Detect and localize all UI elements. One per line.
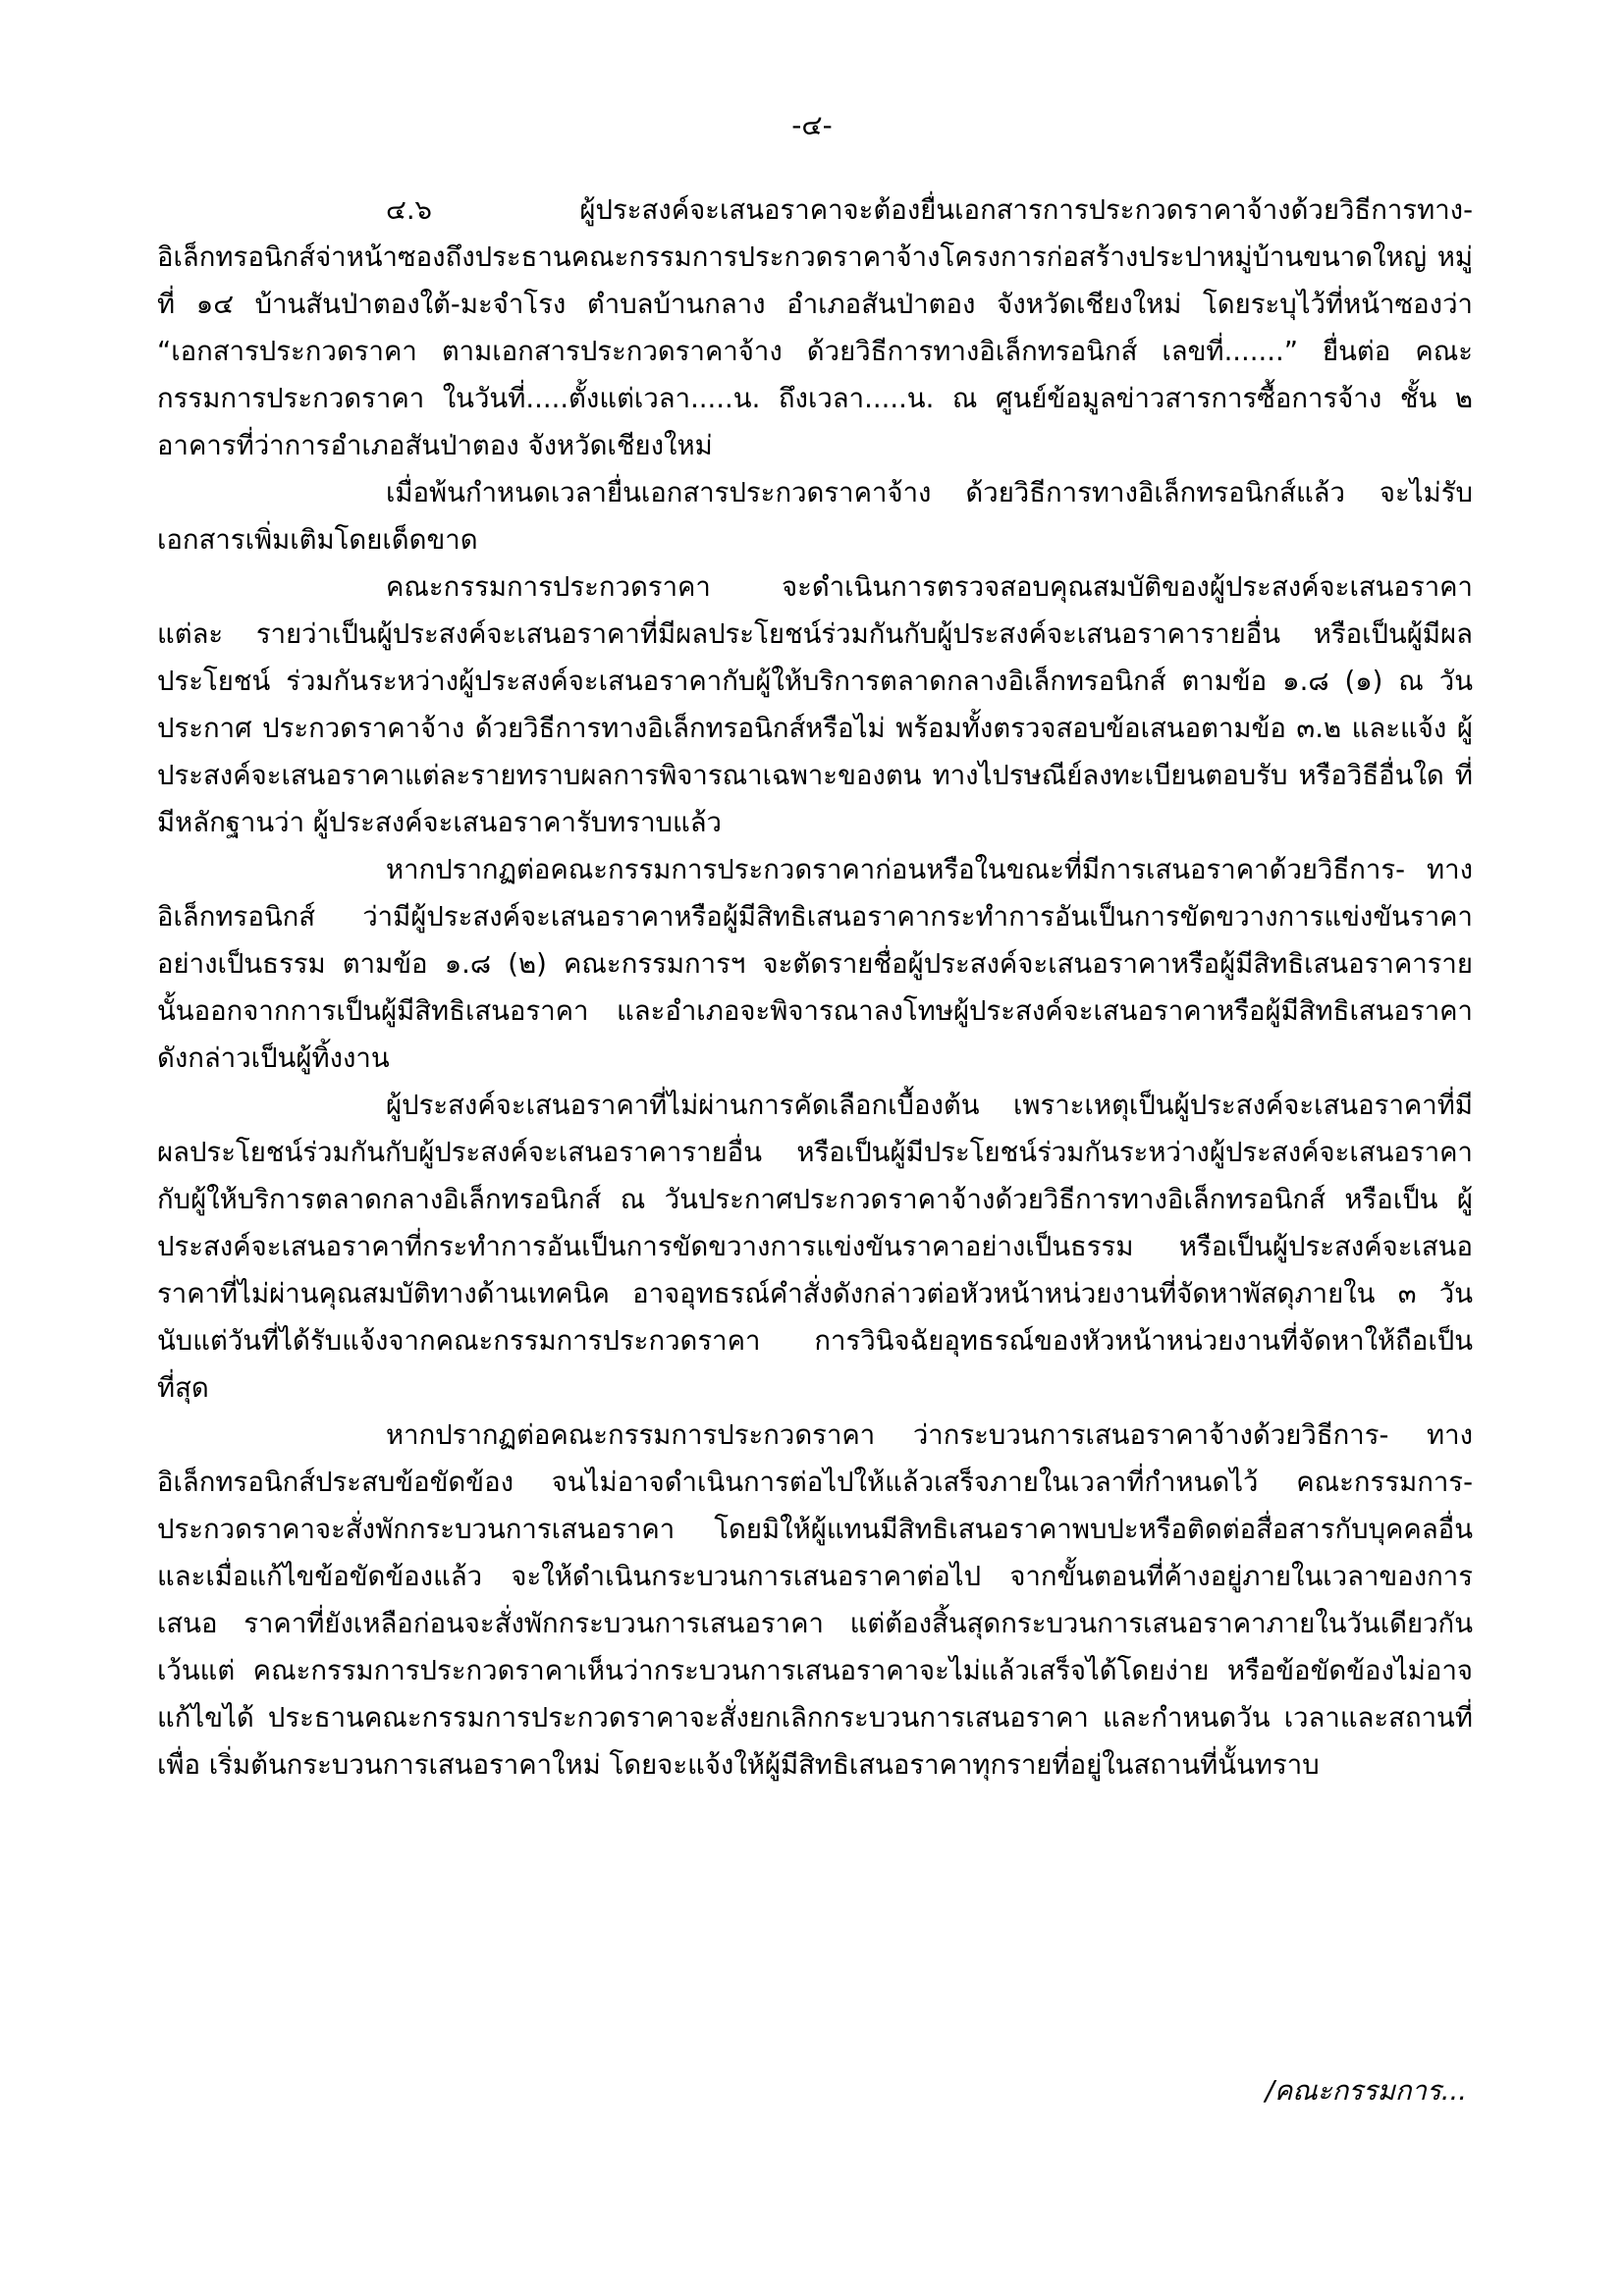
paragraph-appeal: ผู้ประสงค์จะเสนอราคาที่ไม่ผ่านการคัดเลือกเบื้องต้น เพราะเหตุเป็นผู้ประสงค์จะเสนอราคาที่มี ผลประโยชน์ร่วมกันกับผู้ประสงค์จะเสนอราคารายอื่น หรือเป็นผู้มีประโยชน์ร่วมกันระหว่างผู้ประสงค์จะเสนอราคา กับผู้ให้บริการตลาดกลางอิเล็กทรอนิกส์ ณ วันประกาศประกวดราคาจ้างด้วยวิธีการทางอิเล็กทรอนิกส์ หรือเป็น ผู้ประสงค์จะเสนอราคาที่กระทำการอันเป็นการขัดขวางการแข่งขันราคาอย่างเป็นธรรม หรือเป็นผู้ประสงค์จะเสนอ ราคาที่ไม่ผ่านคุณสมบัติทางด้านเทคนิค อาจอุทธรณ์คำสั่งดังกล่าวต่อหัวหน้าหน่วยงานที่จัดหาพัสดุภายใน ๓ วัน นับแต่วันที่ได้รับแจ้งจากคณะกรรมการประกวดราคา การวินิจฉัยอุทธรณ์ของหัวหน้าหน่วยงานที่จัดหาให้ถือเป็น ที่สุด bbox=[157, 1090, 1473, 1404]
page-number: -๔- bbox=[791, 109, 833, 141]
document-body bbox=[157, 187, 1473, 1789]
paragraph-qualification-check: คณะกรรมการประกวดราคา จะดำเนินการตรวจสอบคุณสมบัติของผู้ประสงค์จะเสนอราคาแต่ละ รายว่าเป็นผู้ประสงค์จะเสนอราคาที่มีผลประโยชน์ร่วมกันกับผู้ประสงค์จะเสนอราคารายอื่น หรือเป็นผู้มีผลประโยชน์ ร่วมกันระหว่างผู้ประสงค์จะเสนอราคากับผู้ให้บริการตลาดกลางอิเล็กทรอนิกส์ ตามข้อ ๑.๘ (๑) ณ วันประกาศ ประกวดราคาจ้าง ด้วยวิธีการทางอิเล็กทรอนิกส์หรือไม่ พร้อมทั้งตรวจสอบข้อเสนอตามข้อ ๓.๒ และแจ้ง ผู้ประสงค์จะเสนอราคาแต่ละรายทราบผลการพิจารณาเฉพาะของตน ทางไปรษณีย์ลงทะเบียนตอบรับ หรือวิธีอื่นใด ที่มีหลักฐานว่า ผู้ประสงค์จะเสนอราคารับทราบแล้ว bbox=[157, 571, 1473, 838]
paragraph-process-suspension: หากปรากฏต่อคณะกรรมการประกวดราคา ว่ากระบวนการเสนอราคาจ้างด้วยวิธีการ- ทางอิเล็กทรอนิกส์ประสบข้อขัดข้อง จนไม่อาจดำเนินการต่อไปให้แล้วเสร็จภายในเวลาที่กำหนดไว้ คณะกรรมการ- ประกวดราคาจะสั่งพักกระบวนการเสนอราคา โดยมิให้ผู้แทนมีสิทธิเสนอราคาพบปะหรือติดต่อสื่อสารกับบุคคลอื่น และเมื่อแก้ไขข้อขัดข้องแล้ว จะให้ดำเนินกระบวนการเสนอราคาต่อไป จากขั้นตอนที่ค้างอยู่ภายในเวลาของการเสนอ ราคาที่ยังเหลือก่อนจะสั่งพักกระบวนการเสนอราคา แต่ต้องสิ้นสุดกระบวนการเสนอราคาภายในวันเดียวกัน เว้นแต่ คณะกรรมการประกวดราคาเห็นว่ากระบวนการเสนอราคาจะไม่แล้วเสร็จได้โดยง่าย หรือข้อขัดข้องไม่อาจแก้ไขได้ ประธานคณะกรรมการประกวดราคาจะสั่งยกเลิกกระบวนการเสนอราคา และกำหนดวัน เวลาและสถานที่ เพื่อ เริ่มต้นกระบวนการเสนอราคาใหม่ โดยจะแจ้งให้ผู้มีสิทธิเสนอราคาทุกรายที่อยู่ในสถานที่นั้นทราบ bbox=[157, 1419, 1473, 1781]
paragraph-unfair-competition: หากปรากฏต่อคณะกรรมการประกวดราคาก่อนหรือในขณะที่มีการเสนอราคาด้วยวิธีการ- ทางอิเล็กทรอนิกส์ ว่ามีผู้ประสงค์จะเสนอราคาหรือผู้มีสิทธิเสนอราคากระทำการอันเป็นการขัดขวางการแข่งขันราคา อย่างเป็นธรรม ตามข้อ ๑.๘ (๒) คณะกรรมการฯ จะตัดรายชื่อผู้ประสงค์จะเสนอราคาหรือผู้มีสิทธิเสนอราคาราย นั้นออกจากการเป็นผู้มีสิทธิเสนอราคา และอำเภอจะพิจารณาลงโทษผู้ประสงค์จะเสนอราคาหรือผู้มีสิทธิเสนอราคา ดังกล่าวเป็นผู้ทิ้งงาน bbox=[157, 854, 1473, 1074]
paragraph-submission: ๔.๖ ผู้ประสงค์จะเสนอราคาจะต้องยื่นเอกสารการประกวดราคาจ้างด้วยวิธีการทาง- อิเล็กทรอนิกส์จ่าหน้าซองถึงประธานคณะกรรมการประกวดราคาจ้างโครงการก่อสร้างประปาหมู่บ้านขนาดใหญ่ หมู่ที่ ๑๔ บ้านสันป่าตองใต้-มะจำโรง ตำบลบ้านกลาง อำเภอสันป่าตอง จังหวัดเชียงใหม่ โดยระบุไว้ที่หน้าซองว่า “เอกสารประกวดราคา ตามเอกสารประกวดราคาจ้าง ด้วยวิธีการทางอิเล็กทรอนิกส์ เลขที่.......” ยื่นต่อ คณะกรรมการประกวดราคา ในวันที่.....ตั้งแต่เวลา.....น. ถึงเวลา.....น. ณ ศูนย์ข้อมูลข่าวสารการซื้อการจ้าง ชั้น ๒ อาคารที่ว่าการอำเภอสันป่าตอง จังหวัดเชียงใหม่ bbox=[157, 194, 1473, 461]
paragraph-deadline: เมื่อพ้นกำหนดเวลายื่นเอกสารประกวดราคาจ้าง ด้วยวิธีการทางอิเล็กทรอนิกส์แล้ว จะไม่รับ เอกสารเพิ่มเติมโดยเด็ดขาด bbox=[157, 477, 1473, 556]
continuation-marker: /คณะกรรมการ... bbox=[1265, 2075, 1467, 2107]
